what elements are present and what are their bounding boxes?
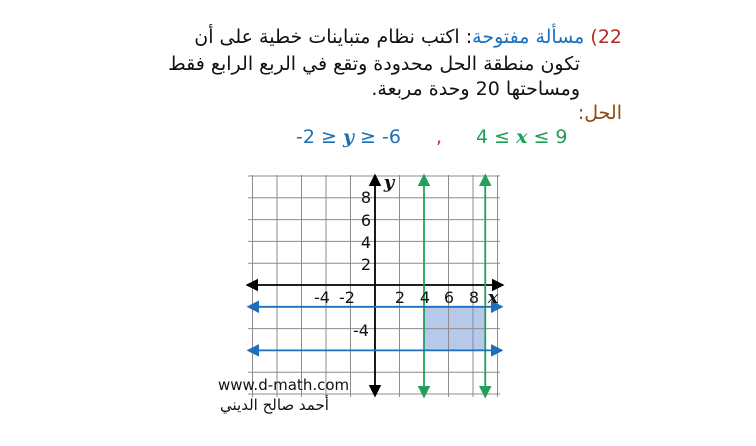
author-credit: أحمد صالح الديني (220, 396, 329, 414)
solution-label: الحل: (577, 102, 622, 124)
inequality-y-var: y (342, 126, 354, 148)
y-tick-6: 6 (360, 211, 372, 230)
x-tick-neg4: -4 (314, 288, 330, 307)
inequality-y-left: -2 ≥ (296, 126, 343, 148)
inequality-x-var: x (516, 126, 528, 148)
y-axis-label: y (383, 172, 395, 193)
problem-heading: مسألة مفتوحة (472, 26, 585, 48)
problem-text-1: : اكتب نظام متباينات خطية على أن (194, 26, 473, 48)
y-tick-8: 8 (360, 188, 372, 207)
inequality-separator: , (436, 126, 443, 148)
x-tick-neg2: -2 (339, 288, 355, 307)
grid (248, 175, 500, 397)
problem-line-3: ومساحتها 20 وحدة مربعة. (371, 78, 580, 100)
inequality-x-left: 4 ≤ (476, 126, 517, 148)
problem-number: 22) (590, 26, 622, 48)
y-tick-neg4: -4 (353, 321, 369, 340)
x-tick-4: 4 (419, 288, 431, 307)
x-axis-label: x (487, 287, 499, 308)
inequality-y-right: ≥ -6 (354, 126, 401, 148)
inequality-x-right: ≤ 9 (527, 126, 568, 148)
website-credit: www.d-math.com (218, 376, 350, 394)
x-tick-2: 2 (394, 288, 406, 307)
problem-line-2: تكون منطقة الحل محدودة وتقع في الربع الرابع فقط (168, 53, 580, 75)
y-tick-4: 4 (360, 233, 372, 252)
x-tick-8: 8 (468, 288, 480, 307)
y-tick-2: 2 (360, 255, 372, 274)
x-tick-6: 6 (443, 288, 455, 307)
